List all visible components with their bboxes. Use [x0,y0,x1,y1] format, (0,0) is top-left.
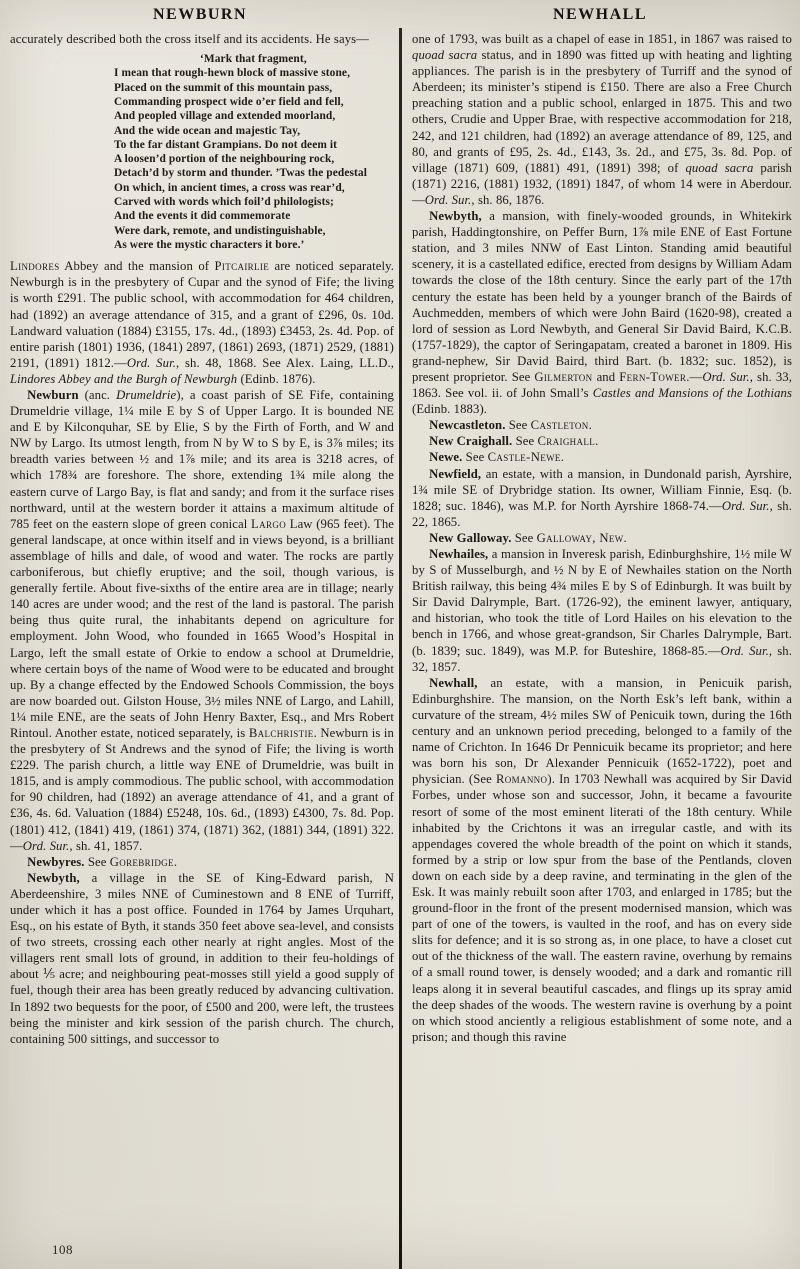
poem-line: And peopled village and extended moorland, [114,110,336,123]
entry-new-craighall: New Craighall. See Craighall. [429,434,599,449]
poem-line: As were the mystic characters it bore.’ [114,238,305,251]
poem-line: Detach’d by storm and thunder. ’Twas the pedestal [114,167,367,180]
entry-newbyth-church-continued: one of 1793, was built as a chapel of ease in 1851, in 1867 was raised to quoad sacra status, and in 1890 was fitted up with heating and lighting appliances. The parish is in the presbytery of Turriff and the synod of Aberdeen; its minister’s stipend is £150. There are also a Free Church preaching station and a public school, enlarged in 1875. This and two others, Crudie and Upper Brae, with respective accommodation for 218, 242, and 121 children, had (1892) an average attendance of 89, 125, and 80, and grants of £95, 2s. 4d., £143, 3s. 2d., and £75, 3s. 8d. Pop. of village (1871) 609, (1881) 491, (1891) 398; of quoad sacra parish (1871) 2216, (1881) 1932, (1891) 1847, of whom 14 were in Aberdour.—Ord. Sur., sh. 86, 1876. [412,32,793,207]
right-running-head: NEWHALL [552,6,648,23]
entry-newe: Newe. See Castle-Newe. [429,450,565,465]
poem-line: A loosen’d portion of the neighbouring rock, [114,153,335,166]
entry-newbyres: Newbyres. See Gorebridge. [27,854,178,869]
poem-line: I mean that rough-hewn block of massive stone, [114,67,351,80]
poem-line: ‘Mark that fragment, [200,53,307,66]
entry-newcastleton: Newcastleton. See Castleton. [429,418,592,433]
continuation-paragraph: accurately described both the cross itself and its accidents. He says— [10,32,369,46]
right-column [412,31,792,1045]
poem-line: Placed on the summit of this mountain pass, [114,81,333,94]
poem-line: And the events it did commemorate [114,210,291,223]
left-running-head: NEWBURN [152,6,248,23]
poem-line: On which, in ancient times, a cross was rear’d, [114,181,345,194]
left-column [10,31,394,1047]
entry-newhailes: Newhailes, a mansion in Inveresk parish, Edinburghshire, 1½ mile W by S of Musselburgh, and ½ N by E of Newhailes station on the North British railway, this being 4¾ miles E by S of Edinburgh. It was built by Sir David Dalrymple, Bart. (1726-92), the eminent lawyer, antiquary, and historian, who took the title of Lord Hailes on his elevation to the bench in 1766, and whose great-grandson, Sir Charles Dalrymple, Bart. (b. 1839; suc. 1849), was M.P. for Buteshire, 1868-85.—Ord. Sur., sh. 32, 1857. [412,547,792,674]
entry-new-galloway: New Galloway. See Galloway, New. [429,530,627,545]
page-number: 108 [52,1242,73,1257]
entry-newhall: Newhall, an estate, with a mansion, in Penicuik parish, Edinburghshire. The mansion, on the North Esk’s left bank, within a curvature of the stream, 4½ miles SW of Penicuik town, during the 16th century and an unknown period preceding, belonged to a family of the name of Crichton. In 1646 Dr Pennicuik became its proprietor; and here was born his son, Dr Alexander Pennicuik (1652-1722), poet and physician. (See Romanno). In 1703 Newhall was acquired by Sir David Forbes, under whose son and successor, John, it became a favourite resort of some of the most eminent literati of the 18th century. While inhabited by the Crichtons it was an irregular castle, and with its appendages covered the whole breadth of the point on which it stands, formed by a strip or low spur from the base of the Pentlands, cloven down on each side by a deep ravine, and terminating in the glen of the Esk. It was mainly rebuilt soon after 1703, and enlarged in 1785; but the ground-floor in the front of the present modernised mansion, which was part of one of the towers, is vaulted in the roof, and has on every side slits for defence; and it is so strong as, in one place, to have a closet cut out of the thickness of the wall. The eastern ravine, overhung by remains of a small round tower, is densely wooded; and a dark and romantic rill leaps along it in several beautiful cascades, and flings up its spray amid the deep shades of the woods. The western ravine is overhung by a point on which stood anciently a religious establishment of some note, and a prison; and though this ravine [412,675,792,1044]
poem-line: Commanding prospect wide o’er field and fell, [114,95,344,108]
poem-line: To the far distant Grampians. Do not deem it [114,138,338,151]
poem-line: And the wide ocean and majestic Tay, [114,124,301,137]
poem-line: Carved with words which foil’d philologists; [114,196,334,209]
poem-quote [114,52,394,252]
poem-line: Were dark, remote, and undistinguishable, [114,224,326,237]
entry-newbyth-village: Newbyth, a village in the SE of King-Edward parish, N Aberdeenshire, 3 miles NNE of Cuminestown and 8 ENE of Turriff, under which it has a post office. Founded in 1764 by James Urquhart, Esq., on his estate of Byth, it stands 350 feet above sea-level, and consists of two streets, crossing each other nearly at right angles. Most of the villagers rent small lots of ground, in addition to their feu-holdings of about ⅕ acre; and neighbouring peat-mosses still yield a good supply of fuel, though their area has been greatly reduced by advancing cultivation. In 1892 two bequests for the poor, of £500 and 200, were left, the trustees being the minister and kirk session of the parish church. The church, containing 500 sittings, and successor to [10,870,394,1046]
entry-newburgh-continued: Lindores Abbey and the mansion of Pitcairlie are noticed separately. Newburgh is in the presbytery of Cupar and the synod of Fife; the living is worth £291. The public school, with accommodation for 464 children, had (1892) an average attendance of 315, and a grant of £296, 0s. 10d. Landward valuation (1884) £3155, 17s. 4d., (1893) £3453, 2s. 4d. Pop. of entire parish (1801) 1936, (1841) 2897, (1861) 2693, (1871) 2529, (1881) 2191, (1891) 1812.—Ord. Sur., sh. 48, 1868. See Alex. Laing, LL.D., Lindores Abbey and the Burgh of Newburgh (Edinb. 1876). [10,259,394,386]
entry-newburn: Newburn (anc. Drumeldrie), a coast parish of SE Fife, containing Drumeldrie village, 1¼ mile E by S of Upper Largo. It is bounded NE and E by Kilconquhar, SE by Elie, S by the Firth of Forth, and W and NW by Largo. Its utmost length, from N by W to S by E, is 3⅞ miles; its breadth varies between ½ and 1⅞ mile; and its area is 3218 acres, of which 178¾ are foreshore. The shore, extending 1¾ mile along the eastern curve of Largo Bay, is flat and sandy; and from it the surface rises northward, until at the western border it attains a maximum altitude of 785 feet on the eastern slope of green conical Largo Law (965 feet). The general landscape, at once within itself and in views beyond, is a brilliant assemblage of hills and dale, of wood and water. The rocks are partly carboniferous, but chiefly eruptive; and the soil, though various, is generally fertile. About five-sixths of the entire area are in tillage; nearly 140 acres are under wood; and the rest of the land is pastoral. The parish being thus quite rural, the inhabitants depend on agriculture for employment. John Wood, who founded in 1665 Wood’s Hospital in Largo, left the small estate of Orkie to endow a school at Drumeldrie, where certain boys of the name of Wood were to be educated and brought up. By a change effected by the Endowed Schools Commission, the boys are now boarded out. Gilston House, 3½ miles NNE of Largo, and Lahill, 1¼ mile ENE, are the seats of John Henry Baxter, Esq., and Mrs Robert Rintoul. Another estate, noticed separately, is Balchristie. Newburn is in the presbytery of St Andrews and the synod of Fife; the living is worth £229. The parish church, a little way ENE of Drumeldrie, was built in 1815, and is amply commodious. The public school, with accommodation for 90 children, had (1892) an average attendance of 41, and a grant of £36, 4s. 6d. Valuation (1884) £5248, 10s. 6d., (1893) £4300, 7s. 8d. Pop. (1801) 412, (1841) 419, (1861) 374, (1871) 362, (1881) 344, (1891) 322.—Ord. Sur., sh. 41, 1857. [10,388,394,853]
entry-newbyth-mansion: Newbyth, a mansion, with finely-wooded grounds, in Whitekirk parish, Haddingtonshire, on Peffer Burn, 1⅞ mile ENE of East Fortune station, and 3 miles NNW of East Linton. Standing amid beautiful scenery, it is a castellated edifice, erected from designs by William Adam towards the close of the 18th century. Since the early part of the 17th century the estate has been held by a younger branch of the Bairds of Auchmedden, members of which were John Baird (1620-98), created a lord of session as Lord Newbyth, and General Sir David Baird, K.C.B. (1757-1829), the captor of Seringapatam, created a baronet in 1809. His grand-nephew, Sir David Baird, third Bart. (b. 1832; suc. 1852), is present proprietor. See Gilmerton and Fern-Tower.—Ord. Sur., sh. 33, 1863. See vol. ii. of John Small’s Castles and Mansions of the Lothians (Edinb. 1883). [412,209,793,417]
entry-newfield: Newfield, an estate, with a mansion, in Dundonald parish, Ayrshire, 1¾ mile SE of Drybridge station. Its owner, William Finnie, Esq. (b. 1828; suc. 1846), was M.P. for North Ayrshire 1868-74.—Ord. Sur., sh. 22, 1865. [412,466,792,529]
column-divider-rule [399,28,402,1269]
